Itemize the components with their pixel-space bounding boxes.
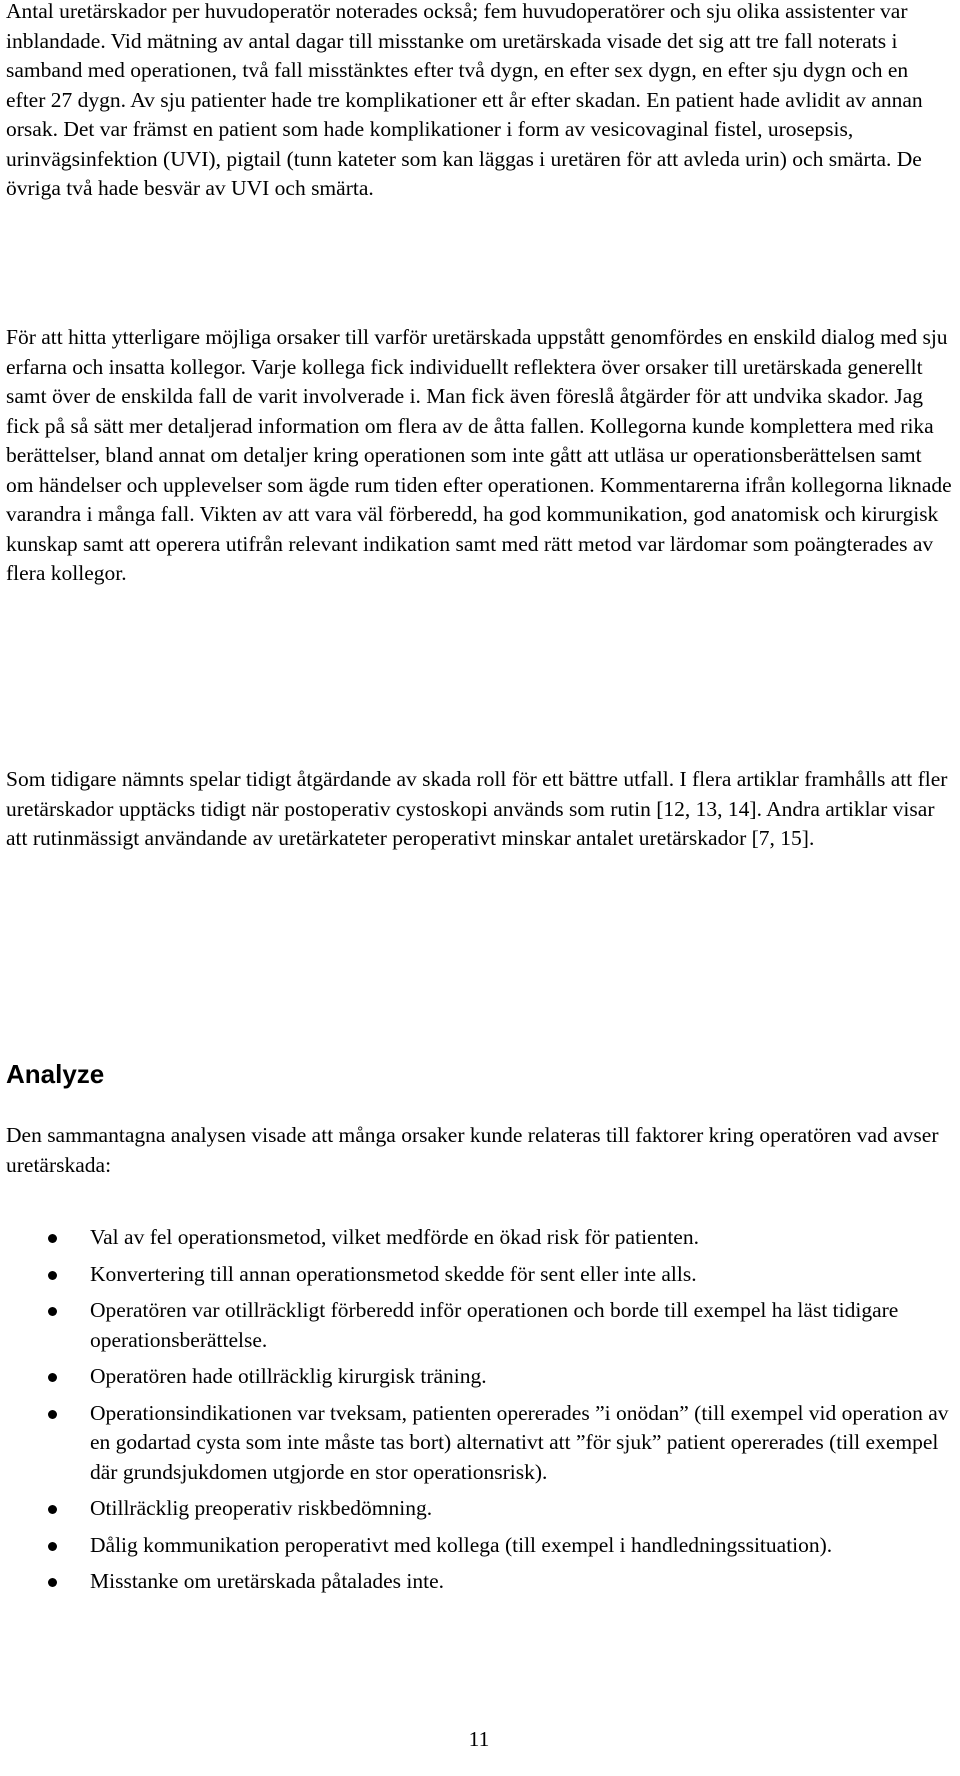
body-paragraph: Antal uretärskador per huvudoperatör noterades också; fem huvudoperatörer och sju olika assistenter var inblandade. Vid mätning av antal dagar till misstanke om uretärskada visade det sig att tre fall noterats i samband med operationen, två fall misstänktes efter två dygn, en efter sex dygn, en efter sju dygn och en efter 27 dygn. Av sju patienter hade tre komplikationer ett år efter skadan. En patient hade avlidit av annan orsak. Det var främst en patient som hade komplikationer i form av vesicovaginal fistel, urosepsis, urinvägsinfektion (UVI), pigtail (tunn kateter som kan läggas i uretären för att avleda urin) och smärta. De övriga två hade besvär av UVI och smärta.	[6, 0, 923, 200]
list-item	[6, 1362, 952, 1392]
bullet-icon	[48, 1410, 57, 1419]
list-item	[6, 1260, 952, 1290]
list-item-text: Konvertering till annan operationsmetod skedde för sent eller inte alls.	[90, 1261, 697, 1286]
bullet-icon	[48, 1373, 57, 1382]
list-item-text: Otillräcklig preoperativ riskbedömning.	[90, 1496, 433, 1520]
list-item-text: Operatören var otillräckligt förberedd inför operationen och borde till exempel ha läst tidigare operationsberättelse.	[90, 1298, 899, 1352]
page-number: 11	[468, 1727, 490, 1751]
list-item	[6, 1531, 952, 1561]
list-item	[6, 1494, 952, 1524]
bullet-icon	[48, 1578, 57, 1587]
list-item-text: Operationsindikationen var tveksam, patienten opererades ”i onödan” (till exempel vid operation av en godartad cysta som inte måste tas bort) alternativt att ”för sjuk” patient opererades (till exempel där grundsjukdomen utgjorde en stor operationsrisk).	[90, 1400, 949, 1484]
section-heading: Analyze	[6, 1059, 105, 1089]
list-item	[6, 1567, 952, 1597]
list-item-text: Misstanke om uretärskada påtalades inte.	[90, 1569, 445, 1593]
list-item	[6, 1223, 952, 1253]
bullet-list	[6, 1223, 952, 1604]
bullet-icon	[48, 1307, 57, 1316]
section-intro: Den sammantagna analysen visade att många orsaker kunde relateras till faktorer kring operatören vad avser uretärskada:	[6, 1123, 939, 1177]
bullet-icon	[48, 1271, 57, 1280]
bullet-icon	[48, 1542, 57, 1551]
list-item-text: Operatören hade otillräcklig kirurgisk träning.	[90, 1364, 487, 1388]
body-paragraph: Som tidigare nämnts spelar tidigt åtgärdande av skada roll för ett bättre utfall. I flera artiklar framhålls att fler uretärskador upptäcks tidigt när postoperativ cystoskopi används som rutin [12, 13, 14]. Andra artiklar visar att rutinmässigt användande av uretärkateter peroperativt minskar antalet uretärskador [7, 15].	[6, 767, 948, 850]
bullet-icon	[48, 1234, 57, 1243]
bullet-icon	[48, 1505, 57, 1514]
body-paragraph: För att hitta ytterligare möjliga orsaker till varför uretärskada uppstått genomfördes en enskild dialog med sju erfarna och insatta kollegor. Varje kollega fick individuellt reflektera över orsaker till uretärskada generellt samt över de enskilda fall de varit involverade i. Man fick även föreslå åtgärder för att undvika skador. Jag fick på så sätt mer detaljerad information om flera av de åtta fallen. Kollegorna kunde komplettera med rika berättelser, bland annat om detaljer kring operationen som inte gått att utläsa ur operationsberättelsen samt om händelser och upplevelser som ägde rum tiden efter operationen. Kommentarerna ifrån kollegorna liknade varandra i många fall. Vikten av att vara väl förberedd, ha god kommunikation, god anatomisk och kirurgisk kunskap samt att operera utifrån relevant indikation samt med rätt metod var lärdomar som poängterades av flera kollegor.	[6, 325, 952, 585]
list-item-text: Val av fel operationsmetod, vilket medförde en ökad risk för patienten.	[90, 1225, 699, 1249]
list-item	[6, 1296, 952, 1355]
list-item-text: Dålig kommunikation peroperativt med kollega (till exempel i handledningssituation).	[90, 1532, 833, 1557]
list-item	[6, 1399, 952, 1488]
